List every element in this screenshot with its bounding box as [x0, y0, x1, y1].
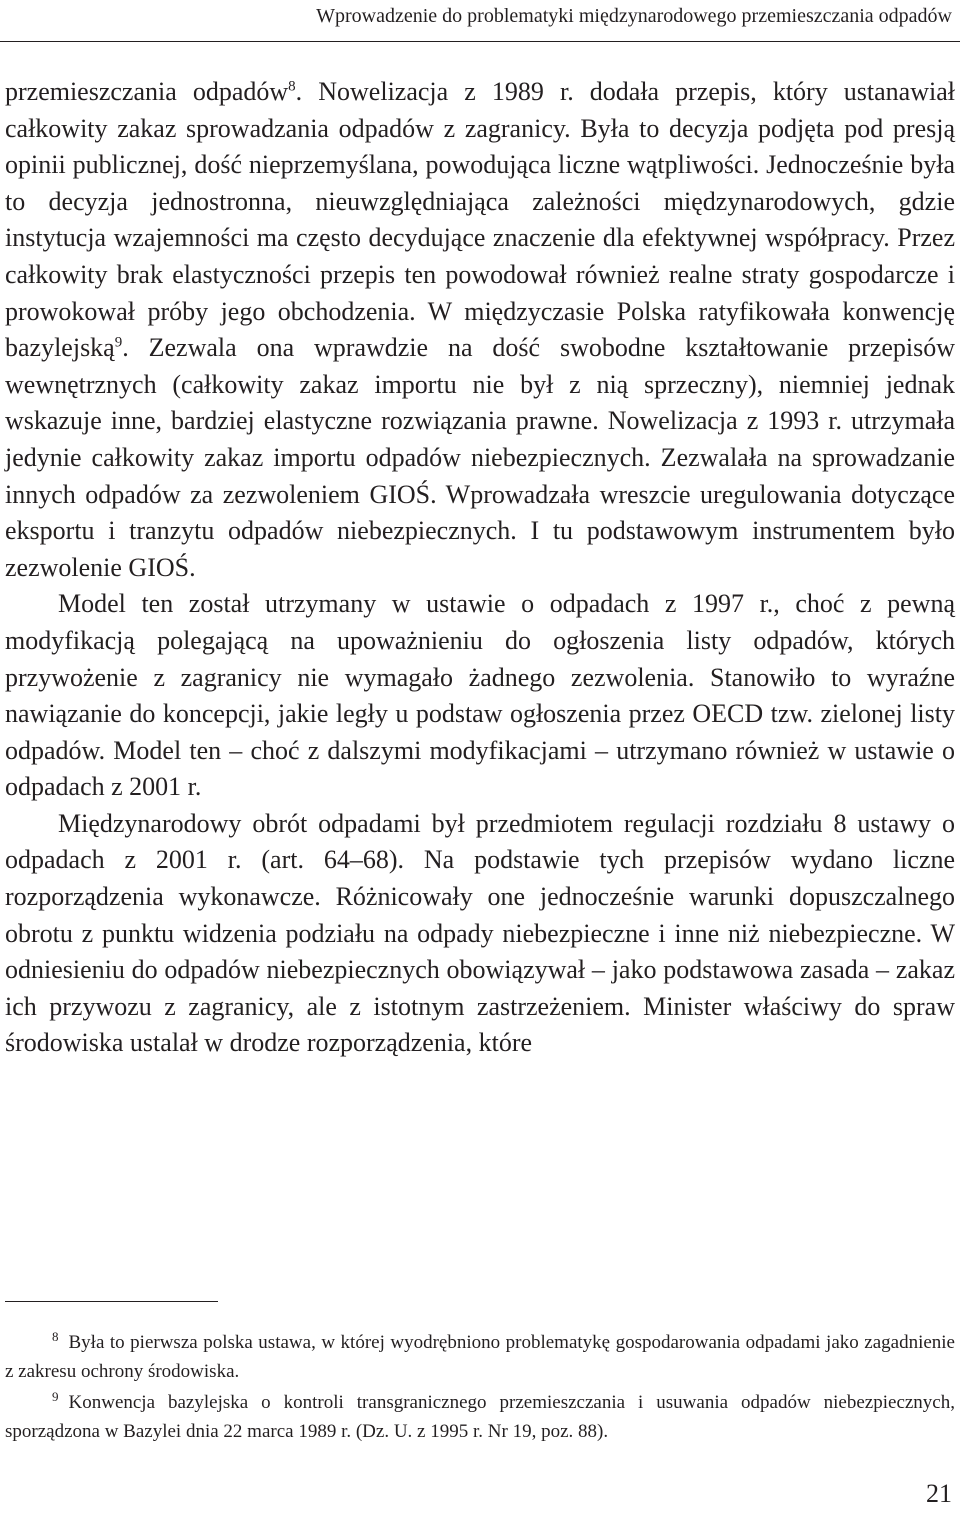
footnote-9: [5, 1388, 955, 1446]
paragraph-2: Model ten został utrzymany w ustawie o odpadach z 1997 r., choć z pewną modyfikacją polegającą na upoważnieniu do ogłoszenia listy odpadów, których przywożenie z zagranicy nie wymagało żadnego zezwolenia. Stanowiło to wyraźne nawiązanie do koncepcji, jakie legły u podstaw ogłoszenia przez OECD tzw. zielonej listy odpadów. Model ten – choć z dalszymi modyfikacjami – utrzymano również w ustawie o odpadach z 2001 r.: [5, 589, 955, 802]
body-text: [5, 74, 955, 1062]
footnote-ref-9[interactable]: 9: [114, 334, 123, 351]
paragraph-1-end: . Zezwala ona wprawdzie na dość swobodne kształtowanie przepisów wewnętrznych (całkowity zakaz importu nie był z nią sprzeczny), niemniej jednak wskazuje inne, bardziej elastyczne rozwiązania prawne. Nowelizacja z 1993 r. utrzymała jedynie całkowity zakaz importu odpadów niebezpiecznych. Zezwalała na sprowadzanie innych odpadów za zezwoleniem GIOŚ. Wprowadzała wreszcie uregulowania dotyczące eksportu i tranzytu odpadów niebezpiecznych. I tu podstawowym instrumentem było zezwolenie GIOŚ.: [5, 333, 955, 582]
page-number: 21: [926, 1479, 952, 1508]
footnote-text: Konwencja bazylejska o kontroli transgranicznego przemieszczania i usuwania odpadów niebezpiecznych, sporządzona w Bazylei dnia 22 marca 1989 r. (Dz. U. z 1995 r. Nr 19, poz. 88).: [5, 1392, 955, 1442]
footnote-number: 8: [52, 1328, 59, 1344]
paragraph-3: Międzynarodowy obrót odpadami był przedmiotem regulacji rozdziału 8 ustawy o odpadach z 2001 r. (art. 64–68). Na podstawie tych przepisów wydano liczne rozporządzenia wykonawcze. Różnicowały one jednocześnie warunki dopuszczalnego obrotu z punktu widzenia podziału na odpady niebezpieczne i inne niż niebezpieczne. W odniesieniu do odpadów niebezpiecznych obowiązywał – jako podstawowa zasada – zakaz ich przywozu z zagranicy, ale z istotnym zastrzeżeniem. Minister właściwy do spraw środowiska ustalał w drodze rozporządzenia, które: [5, 808, 955, 1058]
footnote-8: [5, 1328, 955, 1386]
paragraph-1-lead: przemieszczania odpadów: [5, 77, 289, 106]
footnote-number: 9: [52, 1388, 59, 1404]
footnote-ref-8[interactable]: 8: [288, 78, 296, 95]
paragraph-1: [5, 74, 955, 586]
paragraph-1-middle: . Nowelizacja z 1989 r. dodała przepis, który ustanawiał całkowity zakaz sprowadzania odpadów z zagranicy. Była to decyzja podjęta pod presją opinii publicznej, dość nieprzemyślana, powodująca liczne wątpliwości. Jednocześnie była to decyzja jednostronna, nieuwzględniająca zależności międzynarodowych, gdzie instytucja wzajemności ma często decydujące znaczenie dla efektywnej współpracy. Przez całkowity brak elastyczności przepis ten powodował również realne straty gospodarcze i prowokował próby jego obchodzenia. W międzyczasie Polska ratyfikowała konwencję bazylejską: [5, 77, 955, 363]
footnote-separator: [5, 1301, 218, 1302]
header-rule: [0, 41, 960, 42]
footnotes: [5, 1328, 955, 1448]
running-header: Wprowadzenie do problematyki międzynarodowego przemieszczania odpadów: [316, 5, 952, 27]
footnote-text: Była to pierwsza polska ustawa, w której wyodrębniono problematykę gospodarowania odpadami jako zagadnienie z zakresu ochrony środowiska.: [5, 1332, 955, 1382]
